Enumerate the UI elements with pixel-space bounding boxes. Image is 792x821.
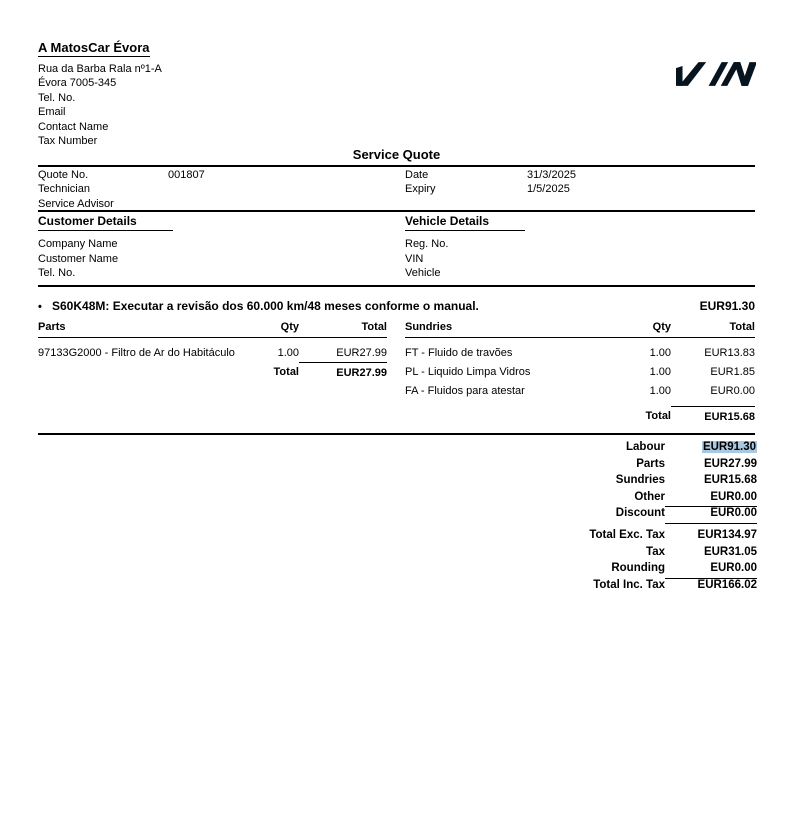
sundries-total-value: EUR15.68: [671, 406, 755, 424]
kia-logo-icon: [676, 62, 756, 86]
expiry-label: Expiry: [405, 183, 436, 196]
summary-row-other: [560, 491, 757, 508]
summary-row-labour: [560, 441, 757, 458]
table-row: [405, 385, 755, 404]
summary-row-discount: [560, 507, 757, 524]
summary-row-rounding: [560, 562, 757, 579]
divider-above-service-item: [38, 285, 755, 287]
customer-details-heading: Customer Details: [38, 214, 173, 231]
expiry-value: 1/5/2025: [527, 183, 570, 196]
parts-total-label: Total: [273, 366, 299, 378]
sundry-total: EUR1.85: [710, 366, 755, 378]
table-row: [405, 347, 755, 366]
date-value: 31/3/2025: [527, 169, 576, 181]
dealer-contact-label: Contact Name: [38, 120, 109, 133]
tax-label: Tax: [646, 545, 665, 558]
parts-value: EUR27.99: [703, 457, 757, 470]
table-row: [405, 366, 755, 385]
sundry-total: EUR13.83: [704, 347, 755, 359]
sundries-label: Sundries: [615, 474, 665, 487]
page-title: Service Quote: [352, 147, 441, 162]
sundry-qty: 1.00: [649, 385, 671, 397]
parts-header-name: Parts: [38, 321, 66, 333]
parts-table-header: [38, 321, 387, 338]
sundry-qty: 1.00: [649, 366, 671, 378]
quote-info-row: [38, 168, 755, 182]
customer-details-section: [38, 214, 388, 281]
part-qty: 1.00: [277, 347, 299, 359]
sundries-header-total: Total: [729, 321, 755, 333]
divider-above-summary: [38, 433, 755, 435]
vehicle-label: Vehicle: [405, 267, 441, 280]
divider-under-title: [38, 165, 755, 167]
summary-section: [560, 441, 757, 595]
service-item-row: [38, 299, 755, 313]
sundries-value: EUR15.68: [703, 474, 757, 487]
total-inc-tax-value: EUR166.02: [697, 578, 757, 591]
other-label: Other: [634, 490, 665, 503]
customer-name-label: Customer Name: [38, 252, 119, 265]
quote-info-row: [38, 197, 755, 211]
sundries-header-name: Sundries: [405, 321, 453, 333]
service-item-amount: EUR91.30: [699, 299, 755, 313]
vin-label: VIN: [405, 252, 424, 265]
tax-value: EUR31.05: [703, 545, 757, 558]
summary-row-tax: [560, 546, 757, 563]
service-advisor-value: [168, 197, 405, 211]
sundry-total: EUR0.00: [710, 385, 755, 397]
labour-value-highlight: EUR91.30: [702, 441, 756, 453]
summary-row-sundries: [560, 474, 757, 491]
dealer-tel-label: Tel. No.: [38, 91, 76, 104]
sundry-desc: FT - Fluido de travões: [405, 347, 513, 359]
sundries-total-row: [405, 404, 755, 424]
dealer-address-line1: Rua da Barba Rala nº1-A: [38, 63, 162, 75]
parts-total-row: [38, 360, 387, 380]
sundries-header-qty: Qty: [652, 321, 671, 333]
labour-label: Labour: [626, 441, 665, 453]
quote-info-row: [38, 182, 755, 196]
customer-tel-label: Tel. No.: [38, 267, 76, 280]
line-item-tables: [38, 321, 755, 424]
rounding-label: Rounding: [611, 562, 665, 575]
sundries-table-header: [405, 321, 755, 338]
part-desc: 97133G2000 - Filtro de Ar do Habitáculo: [38, 347, 235, 359]
service-item-description: S60K48M: Executar a revisão dos 60.000 km/48 meses conforme o manual.: [52, 299, 479, 313]
sundries-total-label: Total: [645, 410, 671, 422]
total-exc-tax-label: Total Exc. Tax: [589, 528, 665, 541]
total-inc-tax-label: Total Inc. Tax: [593, 578, 665, 591]
reg-no-label: Reg. No.: [405, 238, 449, 250]
dealer-address-line2: Évora 7005-345: [38, 77, 117, 90]
parts-label: Parts: [636, 457, 665, 470]
kia-logo: [676, 62, 756, 86]
quote-no-value: 001807: [168, 169, 205, 181]
quote-info: [38, 168, 755, 211]
total-exc-tax-value: EUR134.97: [697, 528, 757, 541]
sundry-desc: FA - Fluidos para atestar: [405, 385, 525, 397]
dealer-name: A MatosCar Évora: [38, 40, 150, 55]
dealer-email-label: Email: [38, 106, 66, 119]
date-label: Date: [405, 169, 429, 181]
parts-total-value: EUR27.99: [299, 362, 387, 380]
technician-value: [168, 182, 405, 196]
quote-no-label: Quote No.: [38, 169, 89, 181]
service-advisor-label: Service Advisor: [38, 197, 114, 210]
bullet-icon: •: [38, 301, 42, 313]
dealer-tax-label: Tax Number: [38, 135, 98, 148]
parts-table: [38, 321, 387, 424]
sundry-qty: 1.00: [649, 347, 671, 359]
rounding-value: EUR0.00: [665, 562, 757, 579]
discount-value: EUR0.00: [665, 507, 757, 524]
part-total: EUR27.99: [336, 347, 387, 359]
sundries-table: [405, 321, 755, 424]
dealer-header: [38, 39, 368, 148]
technician-label: Technician: [38, 183, 90, 196]
discount-label: Discount: [615, 507, 665, 520]
vehicle-details-heading: Vehicle Details: [405, 214, 525, 231]
sundry-desc: PL - Liquido Limpa Vidros: [405, 366, 531, 378]
summary-row-total-exc-tax: [560, 529, 757, 546]
table-row: [38, 347, 387, 360]
parts-header-total: Total: [361, 321, 387, 333]
parts-header-qty: Qty: [280, 321, 299, 333]
summary-row-total-inc-tax: [560, 579, 757, 596]
other-value: EUR0.00: [665, 491, 757, 508]
company-name-label: Company Name: [38, 238, 118, 250]
summary-row-parts: [560, 458, 757, 475]
vehicle-details-section: [405, 214, 755, 281]
